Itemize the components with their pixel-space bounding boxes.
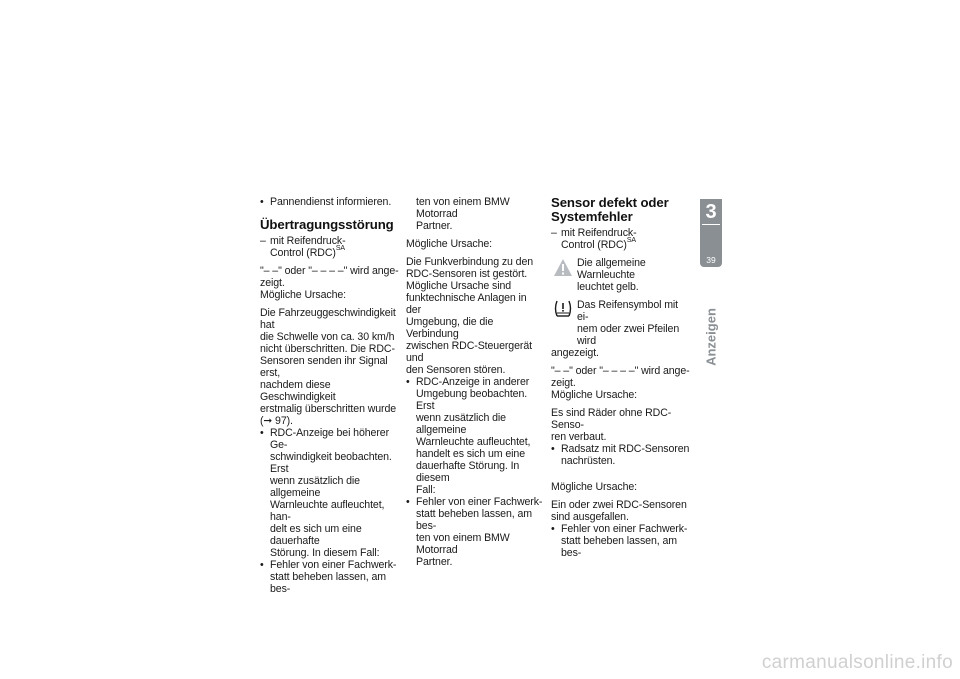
bullet-text: Pannendienst informieren.: [270, 196, 392, 208]
text-line: Es sind Räder ohne RDC-Senso-: [551, 407, 672, 431]
display-line: [551, 365, 691, 389]
text-line: Umgebung, die die Verbindung: [406, 316, 494, 340]
text-line: statt beheben lassen, am bes-: [561, 535, 677, 559]
text-line: Umgebung beobachten. Erst: [416, 388, 528, 412]
text-line: nem oder zwei Pfeilen wird: [577, 323, 680, 347]
text-line: Das Reifensymbol mit ei-: [577, 299, 679, 323]
text-line: zeigt.: [260, 277, 285, 289]
text-line: ten von einem BMW Motorrad: [416, 532, 510, 556]
cause-label: Mögliche Ursache:: [551, 389, 638, 401]
equipment-note: [260, 235, 400, 259]
equipment-line: [561, 239, 691, 251]
text-line: Warnleuchte aufleuchtet,: [416, 436, 531, 448]
equipment-note: [551, 227, 691, 251]
text-line: • RDC-Anzeige in anderer: [416, 376, 530, 388]
text-line: erstmalig überschritten wurde: [260, 403, 397, 415]
list-item: [260, 559, 400, 595]
text-line: • RDC-Anzeige bei höherer Ge-: [270, 427, 390, 451]
paragraph: [551, 407, 691, 443]
list-item: [260, 427, 400, 559]
text-line: statt beheben lassen, am bes-: [270, 571, 386, 595]
text-line: nachdem diese Geschwindigkeit: [260, 379, 336, 403]
list-item: [551, 523, 691, 559]
text-line: Sensoren senden ihr Signal erst,: [260, 355, 388, 379]
heading-line: Sensor defekt oder: [551, 195, 669, 210]
section-title-text: Anzeigen: [703, 308, 719, 366]
list-item: [551, 443, 691, 467]
column-2: [406, 196, 544, 568]
text-line: Fall:: [416, 484, 436, 496]
text-line: zeigt.: [551, 377, 576, 389]
text-line: leuchtet gelb.: [577, 281, 639, 293]
text-line: RDC-Sensoren ist gestört.: [406, 268, 528, 280]
display-line: [260, 265, 400, 289]
text-line: • Fehler von einer Fachwerk-: [270, 559, 397, 571]
text-line: (➞ 97).: [260, 415, 293, 427]
section-title-vertical: [701, 302, 721, 372]
tab-divider: [702, 224, 720, 225]
warning-triangle-icon: [553, 258, 573, 277]
text-line: ren verbaut.: [551, 431, 607, 443]
equipment-line: – mit Reifendruck-: [270, 235, 346, 247]
text-line: • Fehler von einer Fachwerk-: [561, 523, 688, 535]
list-item: [260, 196, 400, 208]
text-line: Ein oder zwei RDC-Sensoren: [551, 499, 687, 511]
chapter-number: 3: [705, 201, 717, 223]
text-line: "– –" oder "– – – –" wird ange-: [551, 365, 690, 377]
heading-line: Systemfehler: [551, 209, 633, 224]
paragraph: [551, 499, 691, 523]
text-line: Warnleuchte aufleuchtet, han-: [270, 499, 385, 523]
text-line: Partner.: [416, 220, 453, 232]
paragraph: [260, 307, 400, 427]
text-line: ten von einem BMW Motorrad: [416, 196, 510, 220]
list-item: [406, 376, 544, 496]
text-line: nicht überschritten. Die RDC-: [260, 343, 395, 355]
column-1: [260, 196, 400, 595]
special-equipment-marker: SA: [335, 245, 345, 253]
text-line: statt beheben lassen, am bes-: [416, 508, 532, 532]
text-line: schwindigkeit beobachten. Erst: [270, 451, 392, 475]
text-line: dauerhafte Störung. In diesem: [416, 460, 520, 484]
equipment-text: Control (RDC): [561, 239, 627, 251]
text-line: angezeigt.: [551, 347, 599, 359]
column-3: [551, 196, 691, 559]
text-line: handelt es sich um eine: [416, 448, 526, 460]
section-heading: [551, 196, 691, 224]
text-line: Die Fahrzeuggeschwindigkeit hat: [260, 307, 396, 331]
watermark: carmanualsonline.info: [761, 652, 953, 673]
text-line: wenn zusätzlich die allgemeine: [270, 475, 360, 499]
text-line: Die Funkverbindung zu den: [406, 256, 534, 268]
tire-pressure-icon: [553, 299, 573, 318]
cause-label: Mögliche Ursache:: [260, 289, 347, 301]
text-line: delt es sich um eine dauerhafte: [270, 523, 362, 547]
paragraph: [406, 256, 544, 376]
text-line: Störung. In diesem Fall:: [270, 547, 380, 559]
text-line: nachrüsten.: [561, 455, 616, 467]
text-line: den Sensoren stören.: [406, 364, 506, 376]
continued-text: [406, 196, 544, 232]
warning-indicator-row: [551, 257, 691, 293]
equipment-line: – mit Reifendruck-: [561, 227, 637, 239]
section-heading: Übertragungsstörung: [260, 217, 394, 232]
list-item: [406, 496, 544, 568]
text-line: Die allgemeine Warnleuchte: [577, 257, 646, 281]
text-line: funktechnische Anlagen in der: [406, 292, 527, 316]
text-line: Mögliche Ursache sind: [406, 280, 512, 292]
special-equipment-marker: SA: [626, 237, 636, 245]
text-line: • Radsatz mit RDC-Sensoren: [561, 443, 690, 455]
text-line: Partner.: [416, 556, 453, 568]
cause-label: Mögliche Ursache:: [406, 238, 493, 250]
text-line: die Schwelle von ca. 30 km/h: [260, 331, 395, 343]
equipment-line: [270, 247, 400, 259]
text-line: zwischen RDC-Steuergerät und: [406, 340, 532, 364]
equipment-text: Control (RDC): [270, 247, 336, 259]
page-number: 39: [706, 255, 716, 265]
tire-indicator-row: [551, 299, 691, 359]
text-line: "– –" oder "– – – –" wird ange-: [260, 265, 399, 277]
text-line: sind ausgefallen.: [551, 511, 629, 523]
text-line: • Fehler von einer Fachwerk-: [416, 496, 543, 508]
text-line: wenn zusätzlich die allgemeine: [416, 412, 506, 436]
cause-label: Mögliche Ursache:: [551, 481, 638, 493]
